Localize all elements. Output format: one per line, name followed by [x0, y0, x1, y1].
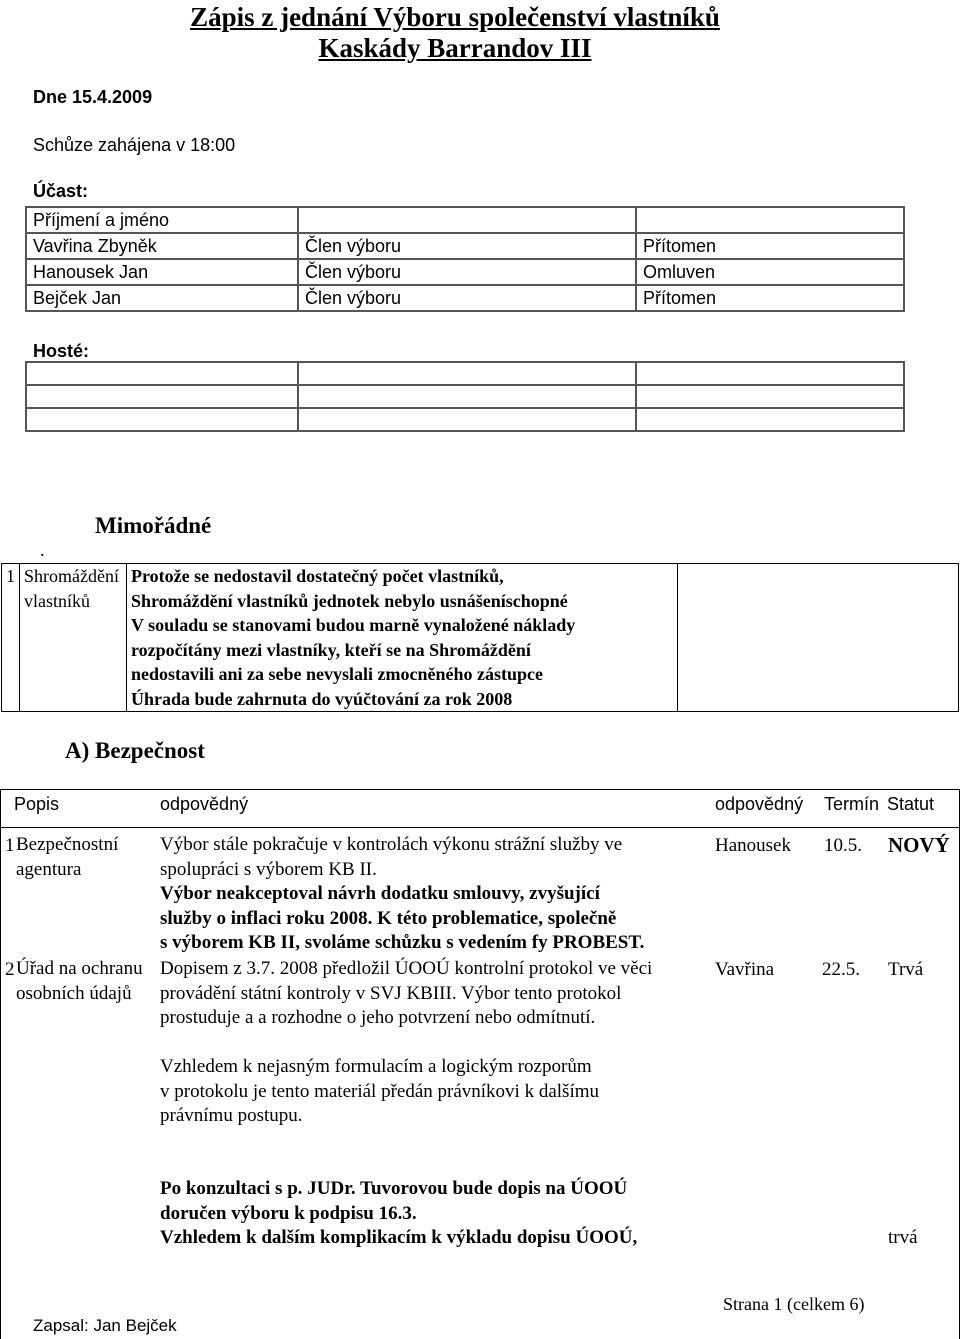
item-status-later: trvá [888, 1227, 918, 1248]
document-title-line2: Kaskády Barrandov III [318, 33, 592, 63]
description-line: Shromáždění vlastníků jednotek nebylo usnášeníschopné [131, 590, 568, 611]
guests-heading: Hosté: [33, 341, 90, 361]
meeting-start: Schůze zahájena v 18:00 [33, 135, 236, 155]
item-number: 1 [5, 835, 15, 856]
description-line: služby o inflaci roku 2008. K této problematice, společně [160, 907, 617, 929]
meeting-date: Dne 15.4.2009 [33, 87, 153, 107]
description-line: Vzhledem k nejasným formulacím a logickým rozporům [160, 1056, 592, 1077]
document-title-line1: Zápis z jednání Výboru společenství vlastníků [190, 2, 720, 32]
attendee-role: Člen výboru [298, 259, 636, 285]
section-dot: . [40, 540, 45, 560]
topic-line: Úřad na ochranu [16, 958, 143, 979]
table-row [26, 408, 904, 431]
description-line: s výborem KB II, svoláme schůzku s vedením fy PROBEST. [160, 932, 645, 953]
topic-line: vlastníků [24, 590, 90, 611]
description-line: Po konzultaci s p. JUDr. Tuvorovou bude dopis na ÚOOÚ [160, 1178, 628, 1199]
extraordinary-table [1, 563, 959, 712]
description-line: doručen výboru k podpisu 16.3. [160, 1202, 417, 1224]
description-line: Výbor neakceptoval návrh dodatku smlouvy, zvyšující [160, 883, 600, 904]
description-line: Úhrada bude zahrnuta do vyúčtování za rok 2008 [131, 688, 513, 709]
description-line: rozpočítány mezi vlastníky, kteří se na Shromáždění [131, 639, 531, 660]
attendee-status: Přítomen [636, 285, 904, 311]
guests-table [25, 361, 905, 432]
description-line: v protokolu je tento materiál předán právníkovi k dalšímu [160, 1080, 600, 1102]
security-heading: A) Bezpečnost [65, 738, 205, 763]
item-number: 2 [5, 959, 15, 980]
item-topic [16, 957, 143, 1006]
attendee-name: Hanousek Jan [26, 259, 298, 285]
description-line: právnímu postupu. [160, 1105, 303, 1126]
topic-line: agentura [16, 858, 82, 880]
column-header-termin: Termín [824, 794, 880, 814]
topic-line: osobních údajů [16, 982, 132, 1004]
column-header-odpovedny: odpovědný [715, 794, 804, 814]
table-row [26, 259, 904, 285]
attendee-status: Omluven [636, 259, 904, 285]
table-row [26, 362, 904, 385]
item-number: 1 [2, 564, 20, 712]
description-line: provádění státní kontroly v SVJ KBIII. Výbor tento protokol [160, 982, 622, 1004]
item-deadline: 10.5. [824, 835, 862, 856]
column-header-odpovedny: odpovědný [160, 794, 249, 814]
item-topic [20, 564, 127, 712]
table-row [26, 285, 904, 311]
attendance-table [25, 206, 905, 312]
item-status: NOVÝ [888, 833, 950, 857]
item-deadline: 22.5. [822, 959, 860, 980]
description-line: Vzhledem k dalším komplikacím k výkladu dopisu ÚOOÚ, [160, 1227, 638, 1248]
table-row [26, 233, 904, 259]
item-description [160, 957, 715, 1031]
item-description [160, 833, 715, 956]
description-line: Dopisem z 3.7. 2008 předložil ÚOOÚ kontrolní protokol ve věci [160, 958, 653, 979]
attendee-role: Člen výboru [298, 233, 636, 259]
item-status: Trvá [888, 959, 924, 980]
description-line: Výbor stále pokračuje v kontrolách výkonu strážní služby ve [160, 834, 623, 855]
extraordinary-heading: Mimořádné [95, 513, 212, 538]
item-responsible: Hanousek [715, 835, 791, 856]
table-row [26, 207, 904, 233]
attendee-name: Vavřina Zbyněk [26, 233, 298, 259]
description-line: prostuduje a a rozhodne o jeho potvrzení nebo odmítnutí. [160, 1007, 596, 1028]
column-header-popis: Popis [14, 794, 60, 814]
topic-line: Shromáždění [24, 566, 119, 586]
page-number: Strana 1 (celkem 6) [723, 1294, 865, 1314]
description-line: Protože se nedostavil dostatečný počet vlastníků, [131, 566, 504, 586]
topic-line: Bezpečnostní [16, 834, 119, 855]
table-row [2, 564, 959, 712]
item-description-followup [160, 1055, 715, 1129]
attendance-heading: Účast: [33, 181, 89, 201]
description-line: spolupráci s výborem KB II. [160, 858, 377, 880]
attendee-role: Člen výboru [298, 285, 636, 311]
recorded-by: Zapsal: Jan Bejček [33, 1316, 177, 1335]
item-topic [16, 833, 118, 882]
item-description [127, 564, 678, 712]
attendee-name: Bejček Jan [26, 285, 298, 311]
attendance-header-name: Příjmení a jméno [26, 207, 298, 233]
attendee-status: Přítomen [636, 233, 904, 259]
item-responsible: Vavřina [715, 959, 775, 980]
table-row [26, 385, 904, 408]
column-header-statut: Statut [887, 794, 935, 814]
description-line: nedostavili ani za sebe nevyslali zmocněného zástupce [131, 664, 543, 684]
item-description-update [160, 1177, 715, 1251]
description-line: V souladu se stanovami budou marně vynaložené náklady [131, 615, 576, 635]
